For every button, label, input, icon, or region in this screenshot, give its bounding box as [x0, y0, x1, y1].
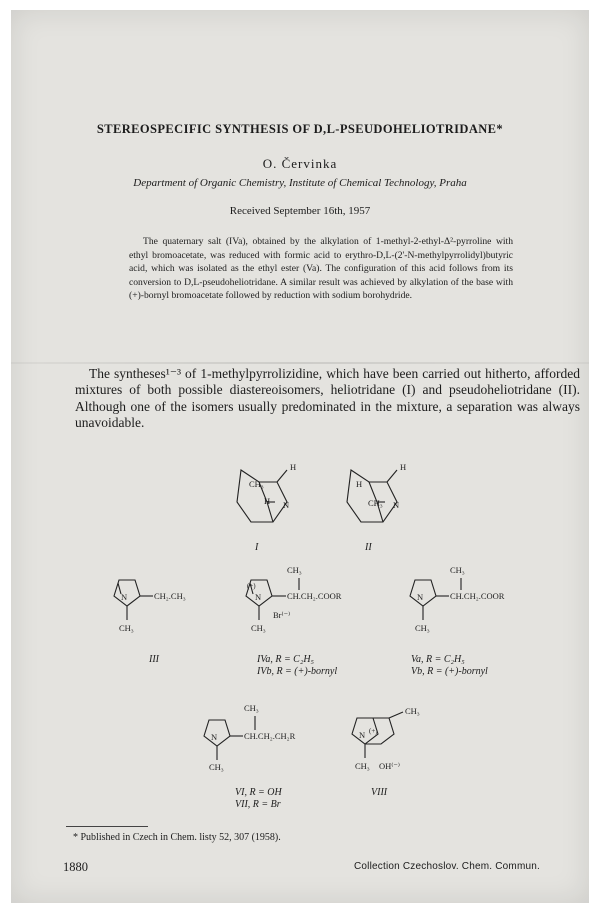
label-Va: Va, R = C₂H₅	[411, 654, 465, 665]
atom-ch3-IV-top: CH₃	[287, 565, 302, 575]
structure-III	[114, 580, 153, 620]
substituent-VI: CH.CH₂.CH₂R	[244, 731, 296, 741]
label-VIII: VIII	[371, 787, 388, 798]
atom-ch3-VI: CH₃	[209, 762, 224, 772]
atom-n-VIII: N	[359, 730, 366, 740]
label-II: II	[365, 542, 372, 553]
atom-n-VI: N	[211, 732, 218, 742]
atom-ch3-V-top: CH₃	[450, 565, 465, 575]
structure-II	[347, 470, 400, 522]
article-title: STEREOSPECIFIC SYNTHESIS OF D,L-PSEUDOHELIOTRIDANE*	[96, 122, 504, 136]
label-IVa: IVa, R = C₂H₅	[257, 654, 315, 665]
atom-ch3-VI-top: CH₃	[244, 703, 259, 713]
atom-h-I-top: H	[290, 462, 297, 472]
atom-ch3-VIII: CH₃	[355, 761, 370, 771]
atom-ch3-V: CH₃	[415, 623, 430, 633]
label-VI: VI, R = OH	[235, 787, 282, 798]
charge-plus-IV: (+)	[247, 582, 256, 590]
label-VII: VII, R = Br	[235, 799, 281, 810]
journal-name: Collection Czechoslov. Chem. Commun.	[354, 861, 540, 872]
charge-plus-VIII: (+)	[369, 727, 378, 735]
bromide-IV: Br⁽⁻⁾	[273, 610, 291, 620]
atom-ch3-VIII-right: CH₃	[405, 706, 420, 716]
atom-ch3-III: CH₃	[119, 623, 134, 633]
substituent-V: CH.CH₂.COOR	[450, 591, 505, 601]
footnote-rule	[66, 826, 148, 827]
author-name: O. Červinka	[262, 156, 338, 171]
atom-n-II: N	[393, 500, 400, 510]
label-Vb: Vb, R = (+)-bornyl	[411, 666, 488, 677]
structures-svg	[11, 450, 589, 820]
substituent-IV: CH.CH₂.COOR	[287, 591, 342, 601]
hydroxide-VIII: OH⁽⁻⁾	[379, 761, 400, 771]
abstract-text: The quaternary salt (IVa), obtained by the alkylation of 1-methyl-2-ethyl-Δ²-pyrroline with ethyl bromoacetate, was reduced with formic acid to erythro-D,L-(2'-N-methylpyrrolidyl)butyric acid, which was isolated as the ethyl ester (Va). The configuration of this acid follows from its conversion to D,L-pseudoheliotridane. A similar result was achieved by alkylation of the base with (+)-bornyl bromoacetate followed by reduction with sodium borohydride.	[129, 236, 513, 302]
label-I: I	[255, 542, 259, 553]
atom-h-II-top: H	[400, 462, 407, 472]
atom-n-IV: N	[255, 592, 262, 602]
page-number: 1880	[63, 860, 88, 874]
journal-page	[11, 10, 589, 903]
atom-h-I: H	[264, 496, 271, 506]
intro-text: The syntheses¹⁻³ of 1-methylpyrrolizidine, which have been carried out hitherto, afforded mixtures of both possible diastereoisomers, heliotridane (I) and pseudoheliotridane (II). Although one of the isomers usually predominated in the mixture, a separation was always unavoidable.	[75, 366, 580, 431]
atom-n-V: N	[417, 592, 424, 602]
atom-n-I: N	[283, 500, 290, 510]
author-affiliation: Department of Organic Chemistry, Institute of Chemical Technology, Praha	[133, 177, 467, 189]
atom-ch3-I: CH₃	[249, 479, 264, 489]
substituent-III: CH₂.CH₃	[154, 591, 186, 601]
chemical-structures-figure	[11, 450, 589, 820]
atom-ch3-II: CH₃	[368, 498, 383, 508]
abstract	[129, 235, 513, 303]
atom-ch3-IV: CH₃	[251, 623, 266, 633]
label-IVb: IVb, R = (+)-bornyl	[257, 666, 338, 677]
atom-h-II-inner: H	[356, 479, 363, 489]
received-date: Received September 16th, 1957	[229, 205, 371, 217]
atom-n-III: N	[121, 592, 128, 602]
footnote: * Published in Czech in Chem. listy 52, 307 (1958).	[73, 832, 281, 843]
structure-I	[237, 470, 290, 522]
label-III: III	[149, 654, 159, 665]
intro-paragraph	[75, 366, 580, 432]
